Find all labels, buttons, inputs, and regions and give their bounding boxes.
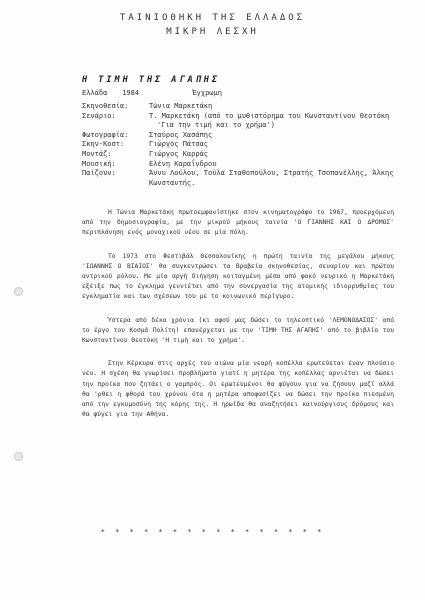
credit-row <box>82 160 412 170</box>
credit-row <box>82 150 412 160</box>
credit-name: Τώνια Μαρκετάκη <box>149 102 213 110</box>
film-year: 1984 <box>122 89 140 97</box>
credit-name: Ελένη Καραΐνδρου <box>149 159 217 168</box>
credit-name: Τ. Μαρκετάκη (από το μυθιστόρημα του Κωνσταντίνου Θεοτόκη <box>149 111 390 120</box>
punch-hole <box>14 287 23 296</box>
credit-role: Σκην-Κοστ: <box>82 140 125 149</box>
credit-row <box>82 169 412 179</box>
credit-row <box>82 179 412 189</box>
credit-role <box>82 179 149 189</box>
paragraph: Το 1973 στο Φεστιβάλ Θεσσαλονίκης η πρώτη ταινία της μεγάλου μήκους 'ΙΩΑΝΝΗΣ Ο ΒΙΑΙΟΣ' θα συγκεντρώσει τα Βραβεία σκηνοθεσίας, σεναρίου και πρώτου αντρικού ρόλου. Με μία αργή διήγηση κοιταγμένη μέσα από φακό νευρικό η Μαρκετάκη εξέιξε πως το έγκλημα γεννιέται από την συνεργασία της ατομικής ιδιορρυθμίας του εγκληματία και των σχέσεων του με το κοινωνικό περίγυρο. <box>82 252 394 301</box>
credit-role <box>82 121 149 131</box>
credit-row <box>82 140 412 150</box>
body-text <box>82 208 394 433</box>
credit-role: Μουσική: <box>82 159 116 168</box>
credit-row <box>82 112 412 122</box>
credit-name: 'Για την τιμή και το χρήμα') <box>157 121 276 130</box>
credit-role: Παίζουν: <box>82 169 116 178</box>
header-organization: ΤΑΙΝΙΟΘΗΚΗ ΤΗΣ ΕΛΛΑΔΟΣ <box>119 13 306 23</box>
credit-role: Φωτογραφία: <box>82 130 129 139</box>
header-subtitle: ΜΙΚΡΗ ΛΕΣΧΗ <box>166 27 259 37</box>
credit-name: Σταύρος Χασάπης <box>149 130 213 139</box>
credit-role: Σκηνοθεσία: <box>82 102 129 110</box>
film-meta <box>82 89 222 97</box>
footer-stars: * * * * * * * * * * * * * * * * <box>100 528 325 536</box>
film-country: Ελλάδα <box>82 89 108 97</box>
film-title: Η ΤΙΜΗ ΤΗΣ ΑΓΑΠΗΣ <box>82 75 220 85</box>
credit-name: Γιώργος Καρράς <box>149 149 209 158</box>
paragraph: Η Τώνια Μαρκετάκη πρωτοεμφανίστηκε στον κινηματογράφο το 1967, προερχόμενη από την δημοσιογραφία, με την μικρού μήκους ταινία 'Ο ΓΙΑΝΝΗΣ ΚΑΙ Ο ΔΡΟΜΟΣ' περιπλάνηση ενός μοναχικού νέου σε μία πόλη. <box>82 209 394 237</box>
credit-row <box>82 121 412 131</box>
credit-row <box>82 131 412 141</box>
credit-name: Άννυ Λούλου, Τούλα Σταθοπούλου, Στρατής Τσοπανέλλης, Άλκης <box>149 169 394 178</box>
credit-name: Γιώργος Πάτσας <box>149 140 209 149</box>
credits-list <box>82 102 412 188</box>
credit-name: Κωνσταντής. <box>149 178 196 187</box>
paragraph: Στην Κέρκυρα στις αρχές του αιώνα μία νεαρή κοπέλλα ερωτεύεται έναν πλούσιο νέο. Η σχέση θα γνωρίσει προβλήματα γιατί η μητέρα της κοπέλλας αρνιέται να δώσει την προίκα που ζητάει ο γαμπρός. Οι ερωτευμένοι θα φύγουν για να ζήσουν μαζί αλλά θα 'ρθει η φθορά του χρόνου ότα η μητέρα αποφασίζει να δώσει την προίκα πιεσμένη από την εγκυμοσύνη της κόρης της. Η ηρωίδα θα αναζητήσει καινούργιους δρόμους και θα φύγει για την Αθήνα. <box>82 360 394 419</box>
paragraph: Ύστερα από δέκα χρόνια (κι αφού μας δώσει το τηλεοπτικό 'ΛΕΜΟΝΟΔΑΣΟΣ' από το έργο του Κοσμά Πολίτη) επανέρχεται με την 'ΤΙΜΗ ΤΗΣ ΑΓΑΠΗΣ' από το βιβλίο του Κωνσταντίνου Θεοτόκη 'Η τιμή και το χρήμα'. <box>82 316 394 345</box>
punch-hole <box>14 452 23 461</box>
credit-row <box>82 102 412 112</box>
film-format: Έγχρωμη <box>192 89 222 97</box>
credit-role: Μοντάζ: <box>82 149 112 158</box>
credit-role: Σενάριο: <box>82 111 116 120</box>
